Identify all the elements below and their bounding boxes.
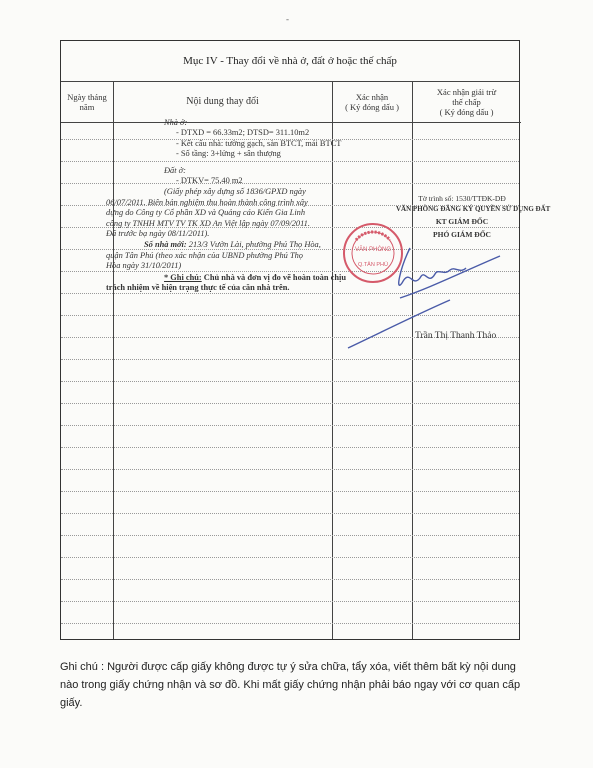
house-line: - Kết cấu nhà: tường gạch, sàn BTCT, mái BTCT: [176, 138, 342, 148]
signer-name: Trần Thị Thanh Thảo: [415, 331, 497, 341]
ruled-line: [61, 403, 519, 404]
header-confirm: [332, 81, 412, 123]
note-line: trách nhiệm về hiện trạng thực tế của căn nhà trên.: [106, 283, 290, 293]
seal-bottom-text: Q.TÂN PHÚ: [358, 262, 388, 268]
page-mark: -: [286, 14, 289, 24]
header-release: [412, 81, 521, 123]
permit-line: 06/07/2011. Biên bản nghiệm thu hoàn thành công trình xây: [106, 197, 308, 207]
note-text: Chủ nhà và đơn vị đo vẽ hoàn toàn chịu: [201, 272, 346, 282]
change-content: [100, 118, 360, 294]
ruled-line: [61, 425, 519, 426]
address-label: Số nhà mới:: [144, 240, 187, 250]
section-title: Mục IV - Thay đổi về nhà ở, đất ở hoặc thế chấp: [61, 41, 519, 82]
address-line: [100, 240, 360, 250]
ruled-line: [61, 381, 519, 382]
header-release-line-1: Xác nhận giải trừ: [436, 86, 497, 97]
header-content: Nội dung thay đổi: [113, 81, 332, 123]
address-line: quận Tân Phú (theo xác nhận của UBND phường Phú Thọ: [106, 250, 303, 260]
header-confirm-line-1: Xác nhận: [355, 91, 389, 102]
ruled-line: [61, 601, 519, 602]
position-line: PHÓ GIÁM ĐỐC: [433, 230, 491, 239]
authority-line: KT GIÁM ĐỐC: [435, 217, 489, 226]
permit-line: công ty TNHH MTV TV TK XD An Việt lập ngày 07/09/2011.: [106, 218, 310, 228]
ruled-line: [61, 557, 519, 558]
address-value: 213/3 Vườn Lài, phường Phú Thọ Hòa,: [186, 240, 321, 250]
permit-line: dựng do Công ty Cổ phần XD và Quảng cáo Kiến Gia Linh: [106, 208, 306, 218]
ruled-line: [61, 623, 519, 624]
ruled-line: [61, 359, 519, 360]
header-date-line-2: năm: [79, 101, 95, 112]
ruled-line: [61, 513, 519, 514]
note-label: * Ghi chú:: [164, 272, 202, 282]
header-date: [61, 81, 113, 123]
house-line: - DTXD = 66.33m2; DTSD= 311.10m2: [176, 128, 310, 138]
footnote: Ghi chú : Người được cấp giấy không được tự ý sửa chữa, tẩy xóa, viết thêm bất kỳ nội dung nào trong giấy chứng nhận và sơ đồ. Khi mất giấy chứng nhận phải báo ngay với cơ quan cấp giấy.: [60, 661, 521, 709]
ruled-line: [61, 469, 519, 470]
ruled-line: [61, 447, 519, 448]
land-line: - DTKV= 75.40 m2: [176, 176, 243, 186]
seal-text: VĂN PHÒNG: [354, 247, 392, 253]
land-heading: Đất ở:: [164, 165, 186, 175]
address-line: Hòa ngày 31/10/2011): [106, 261, 182, 271]
ruled-line: [61, 579, 519, 580]
header-date-line-1: Ngày tháng: [67, 91, 107, 102]
approval-block: [396, 194, 551, 240]
header-release-line-2: thế chấp: [452, 96, 481, 107]
submission-number: Tờ trình số: 1530/TTĐK-DĐ: [418, 194, 506, 203]
header-confirm-line-2: ( Ký đóng dấu ): [345, 101, 399, 112]
header-release-line-3: ( Ký đóng dấu ): [439, 106, 494, 117]
house-line: - Số tầng: 3+lửng + sân thượng: [176, 149, 281, 159]
permit-line: (Giấy phép xây dựng số 1836/GPXD ngày: [164, 187, 306, 197]
column-divider: [412, 81, 413, 639]
ruled-line: [61, 491, 519, 492]
office-name: VĂN PHÒNG ĐĂNG KÝ QUYỀN SỬ DỤNG ĐẤT: [396, 205, 551, 213]
ruled-line: [61, 535, 519, 536]
note-line: [100, 273, 360, 283]
permit-line: Đã trước bạ ngày 08/11/2011).: [106, 229, 210, 239]
house-heading: Nhà ở:: [164, 118, 188, 127]
